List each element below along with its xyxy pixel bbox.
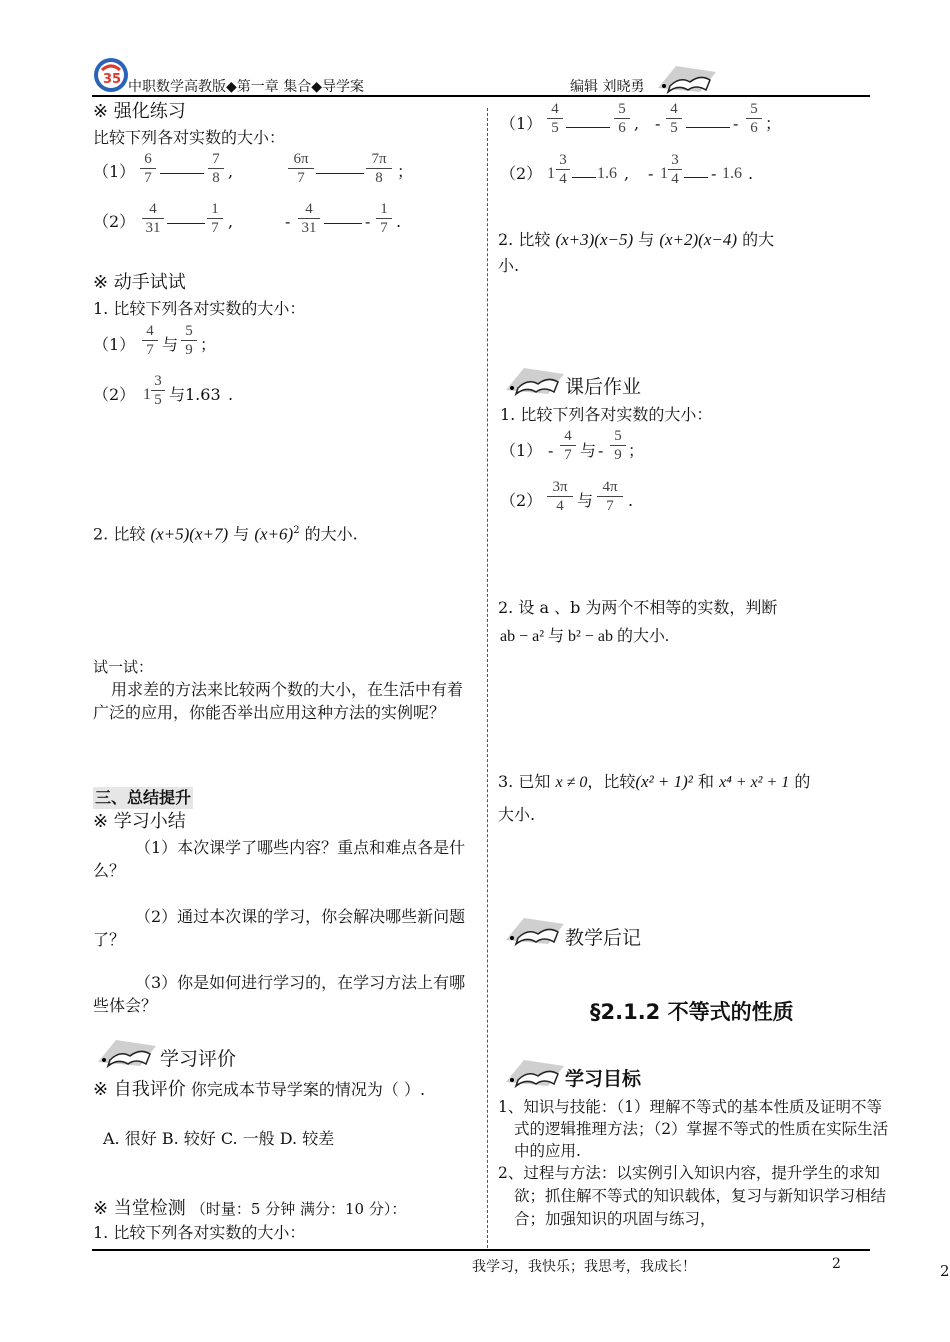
semicolon: ； xyxy=(200,335,217,354)
answer-blank xyxy=(572,177,596,178)
fraction: $\frac{5}{9}$ xyxy=(181,322,197,359)
svg-text:35: 35 xyxy=(103,72,122,87)
minus-sign: - xyxy=(548,441,554,460)
fraction: $\frac{5}{9}$ xyxy=(610,427,626,464)
hw-q3-line1: 3. 已知 x ≠ 0，比较(x² + 1)² 和 x⁴ + x² + 1 的 xyxy=(498,772,811,791)
fraction: $\frac{5}{6}$ xyxy=(614,100,630,137)
s1-q2-label: （2） xyxy=(93,212,136,231)
goal-2: 2、过程与方法：以实例引入知识内容，提升学生的求知欲；抓住解不等式的知识载体，复习与新知识学习相结合；加强知识的巩固与练习， xyxy=(498,1164,887,1228)
s3-p3: （3）你是如何进行学习的，在学习方法上有哪些体会？ xyxy=(93,973,466,1015)
answer-blank xyxy=(160,173,204,174)
minus-sign: - xyxy=(711,164,717,183)
minus-sign: - xyxy=(365,212,371,231)
fraction: $\frac{1}{7}$ xyxy=(207,200,223,237)
book-icon xyxy=(504,912,566,946)
period: . xyxy=(628,491,634,510)
fraction: $\frac{4}{31}$ xyxy=(142,200,164,237)
minus-sign: - xyxy=(285,212,291,231)
header-editor: 编辑 刘晓勇 xyxy=(570,79,645,95)
hw-q3-tail: 大小. xyxy=(498,805,536,824)
fraction: $\frac{3}{5}$ xyxy=(151,372,165,409)
fraction: $\frac{3}{4}$ xyxy=(668,151,682,188)
hw-q1: 1. 比较下列各对实数的大小： xyxy=(500,405,713,424)
options: A. 很好 B. 较好 C. 一般 D. 较差 xyxy=(103,1129,335,1148)
answer-blank xyxy=(684,177,708,178)
eval-heading: 学习评价 xyxy=(160,1048,237,1070)
fraction: $\frac{7\pi}{8}$ xyxy=(366,150,392,187)
period: . xyxy=(396,212,402,231)
fraction: $\frac{4\pi}{7}$ xyxy=(597,478,623,515)
hw-q2-line2: ab − a² 与 b² − ab 的大小. xyxy=(500,628,669,645)
hw-q2-line1: 2. 设 a 、b 为两个不相等的实数，判断 xyxy=(498,598,778,617)
minus-sign: - xyxy=(655,114,661,133)
header-title: 中职数学高教版◆第一章 集合◆导学案 xyxy=(128,79,364,95)
book-icon xyxy=(96,1034,158,1068)
s1-heading: ※ 强化练习 xyxy=(93,101,186,122)
column-divider xyxy=(487,108,488,1248)
fraction: $\frac{6\pi}{7}$ xyxy=(288,150,314,187)
hw-q1b-label: （2） xyxy=(500,491,543,510)
r-q2-label: （2） xyxy=(500,164,543,183)
minus-sign: - xyxy=(598,441,604,460)
check-line: ※ 当堂检测 （时量：5 分钟 满分：10 分）： xyxy=(93,1198,407,1219)
s1-intro: 比较下列各对实数的大小： xyxy=(93,128,286,147)
connector-yu: 与 xyxy=(580,441,597,460)
goal-heading: 学习目标 xyxy=(565,1068,642,1090)
s3-sub: ※ 学习小结 xyxy=(93,811,186,832)
semicolon: ； xyxy=(628,441,645,460)
fraction: $\frac{4}{5}$ xyxy=(666,100,682,137)
connector-yu: 与 xyxy=(162,335,179,354)
comma: , xyxy=(228,212,234,231)
hw-heading: 课后作业 xyxy=(565,376,642,398)
book-icon xyxy=(504,362,566,396)
answer-blank xyxy=(566,127,610,128)
footer-rule xyxy=(92,1249,870,1251)
fraction: $\frac{4}{31}$ xyxy=(298,200,320,237)
comma: , xyxy=(228,162,234,181)
s2-heading: ※ 动手试试 xyxy=(93,272,186,293)
edge-page-number: 2 xyxy=(940,1262,950,1280)
fraction: $\frac{7}{8}$ xyxy=(208,150,224,187)
mixed-whole: 1 xyxy=(143,386,151,403)
answer-blank xyxy=(316,173,364,174)
s3-heading: 三、总结提升 xyxy=(95,788,192,807)
period: . xyxy=(228,385,234,404)
mixed-whole: 1 xyxy=(547,165,555,182)
answer-blank xyxy=(686,127,730,128)
s3-p2: （2）通过本次课的学习，你会解决哪些新问题了？ xyxy=(93,907,466,949)
try-text: 用求差的方法来比较两个数的大小，在生活中有着广泛的应用，你能否举出应用这种方法的实例呢？ xyxy=(93,680,464,722)
answer-blank xyxy=(167,223,205,224)
book-icon xyxy=(656,60,718,94)
fraction: $\frac{1}{7}$ xyxy=(376,200,392,237)
fraction: $\frac{4}{7}$ xyxy=(142,322,158,359)
header-rule xyxy=(92,95,870,97)
comma: , xyxy=(634,114,640,133)
goal-1: 1、知识与技能：（1）理解不等式的基本性质及证明不等式的逻辑推理方法；（2）掌握不等式的性质在实际生活中的应用. xyxy=(498,1098,889,1160)
footer-motto: 我学习，我快乐；我思考，我成长！ xyxy=(472,1259,696,1275)
value: 1.6 xyxy=(722,165,742,182)
fraction: $\frac{3}{4}$ xyxy=(556,151,570,188)
fraction: $\frac{5}{6}$ xyxy=(746,100,762,137)
s2-q1a-label: （1） xyxy=(93,335,136,354)
fraction: $\frac{3\pi}{4}$ xyxy=(547,478,573,515)
minus-sign: - xyxy=(733,114,739,133)
hw-q1a-label: （1） xyxy=(500,441,543,460)
r-q3: 2. 比较 (x+3)(x−5) 与 (x+2)(x−4) 的大 xyxy=(498,230,775,249)
semicolon: ； xyxy=(765,114,782,133)
mixed-whole: 1 xyxy=(660,165,668,182)
semicolon: ； xyxy=(397,162,414,181)
footer-page: 2 xyxy=(832,1256,841,1272)
fraction: $\frac{4}{5}$ xyxy=(547,100,563,137)
self-eval: ※ 自我评价 你完成本节导学案的情况为（ ）. xyxy=(93,1079,426,1100)
s2-q1b-label: （2） xyxy=(93,385,136,404)
fraction: $\frac{6}{7}$ xyxy=(140,150,156,187)
s3-p1: （1）本次课学了哪些内容？重点和难点各是什么？ xyxy=(93,838,466,880)
notes-heading: 教学后记 xyxy=(565,927,642,949)
fraction: $\frac{4}{7}$ xyxy=(560,427,576,464)
s2-q1b-tail: 与1.63 xyxy=(169,385,221,404)
s2-q1: 1. 比较下列各对实数的大小： xyxy=(93,299,306,318)
section-title: §2.1.2 不等式的性质 xyxy=(590,1000,794,1024)
logo-icon xyxy=(92,56,130,94)
r-q3-tail: 小. xyxy=(498,256,520,275)
check-q1: 1. 比较下列各对实数的大小： xyxy=(93,1223,306,1242)
s1-q1-label: （1） xyxy=(93,162,136,181)
s2-q2: 2. 比较 (x+5)(x+7) 与 $(x+6)^2$ 的大小. xyxy=(93,524,358,544)
minus-sign: - xyxy=(648,164,654,183)
connector-yu: 与 xyxy=(577,491,594,510)
value: 1.6 xyxy=(597,165,617,182)
book-icon xyxy=(504,1054,566,1088)
comma: , xyxy=(624,164,630,183)
answer-blank xyxy=(324,223,362,224)
try-title: 试一试： xyxy=(93,658,154,676)
r-q1-label: （1） xyxy=(500,114,543,133)
period: . xyxy=(748,164,754,183)
